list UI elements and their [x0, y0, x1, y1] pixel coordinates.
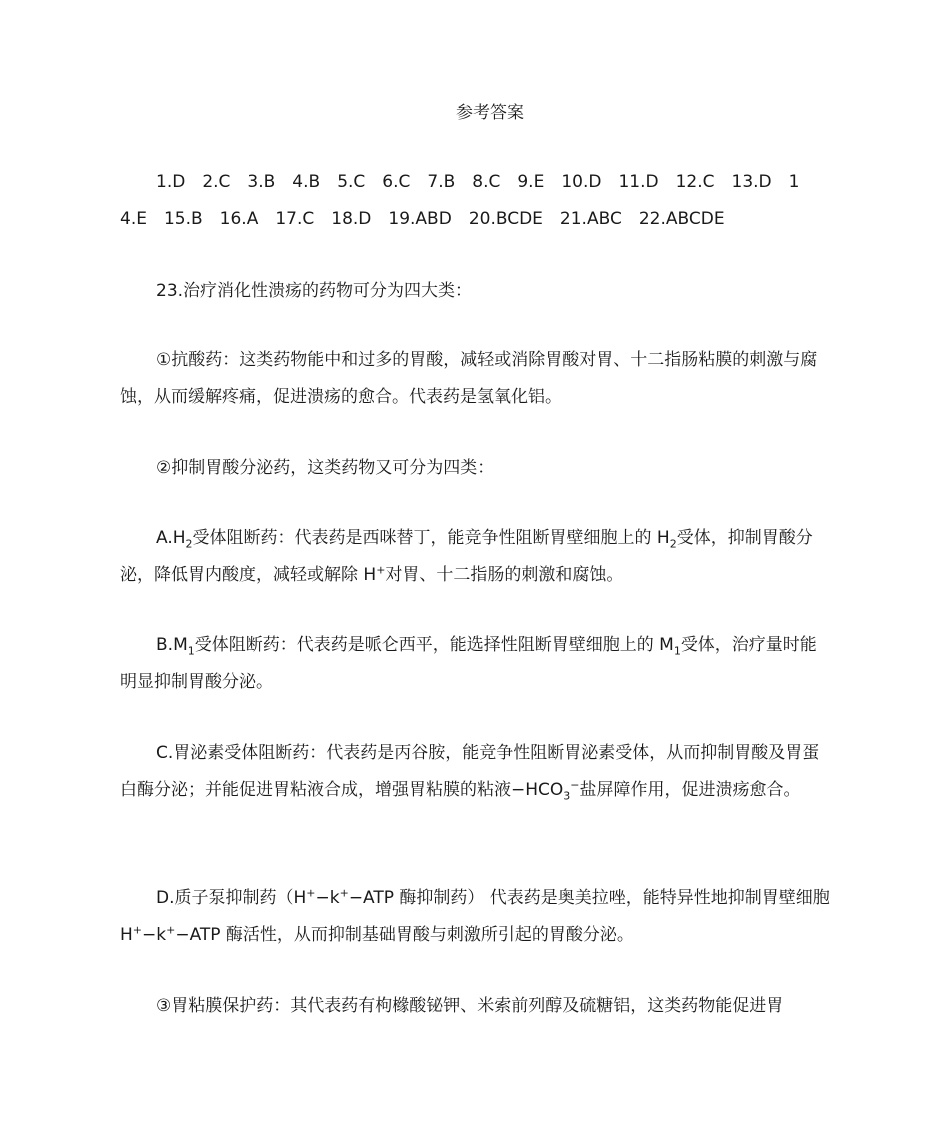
answer-item: 16.A	[219, 209, 259, 229]
answer-item: 1	[788, 172, 800, 192]
answer-item: 2.C	[202, 172, 231, 192]
answer-item: 22.ABCDE	[638, 209, 725, 229]
answer-item: 4.E	[120, 209, 147, 229]
answer-item: 5.C	[337, 172, 366, 192]
answer-item: 13.D	[731, 172, 772, 192]
answer-item: 6.C	[382, 172, 411, 192]
paragraph-mucosal-protectant: ③胃粘膜保护药：其代表药有枸橼酸铋钾、米索前列醇及硫糖铝，这类药物能促进胃	[156, 996, 784, 1016]
answer-item: 1.D	[156, 172, 186, 192]
answer-item: 7.B	[427, 172, 456, 192]
paragraph-m1-blocker: $B.M_1$受体阻断药：代表药是哌仑西平，能选择性阻断胃壁细胞上的 $M_1$受体，治疗量时能明显抑制胃酸分泌。	[120, 635, 817, 692]
answer-item: 4.B	[292, 172, 321, 192]
answer-line-1	[120, 164, 840, 201]
answer-item: 21.ABC	[559, 209, 622, 229]
paragraph-ppi: D.质子泵抑制药（H+−k+−ATP 酶抑制药） 代表药是奥美拉唑，能特异性地抑制胃壁细胞 H+−k+−ATP 酶活性，从而抑制基础胃酸与刺激所引起的胃酸分泌。	[120, 886, 830, 945]
q23-intro: 23.治疗消化性溃疡的药物可分为四大类：	[156, 281, 473, 301]
paragraph-acid-suppression: ②抑制胃酸分泌药，这类药物又可分为四类：	[156, 458, 495, 478]
page-title: 参考答案	[456, 103, 524, 123]
answer-line-2	[120, 201, 840, 238]
answer-item: 8.C	[472, 172, 501, 192]
answer-item: 11.D	[618, 172, 659, 192]
answer-item: 18.D	[331, 209, 372, 229]
answer-item: 17.C	[275, 209, 315, 229]
paragraph-antacid: ①抗酸药：这类药物能中和过多的胃酸，减轻或消除胃酸对胃、十二指肠粘膜的刺激与腐蚀，从而缓解疼痛，促进溃疡的愈合。代表药是氢氧化铝。	[120, 350, 818, 407]
answer-item: 12.C	[675, 172, 715, 192]
answer-item: 19.ABD	[388, 209, 452, 229]
answer-item: 15.B	[163, 209, 203, 229]
paragraph-h2-blocker: $A.H_2$受体阻断药：代表药是西咪替丁，能竞争性阻断胃壁细胞上的 $H_2$受体，抑制胃酸分泌，降低胃内酸度，减轻或解除 H+对胃、十二指肠的刺激和腐蚀。	[120, 528, 813, 585]
answer-item: 3.B	[247, 172, 276, 192]
paragraph-gastrin-blocker: C.胃泌素受体阻断药：代表药是丙谷胺，能竞争性阻断胃泌素受体，从而抑制胃酸及胃蛋白酶分泌；并能促进胃粘液合成，增强胃粘膜的粘液$-HCO_3^-$盐屏障作用，促进溃疡愈合。	[120, 743, 820, 803]
answer-item: 9.E	[517, 172, 545, 192]
answer-item: 10.D	[561, 172, 602, 192]
answer-list	[120, 164, 840, 238]
answer-item: 20.BCDE	[468, 209, 543, 229]
